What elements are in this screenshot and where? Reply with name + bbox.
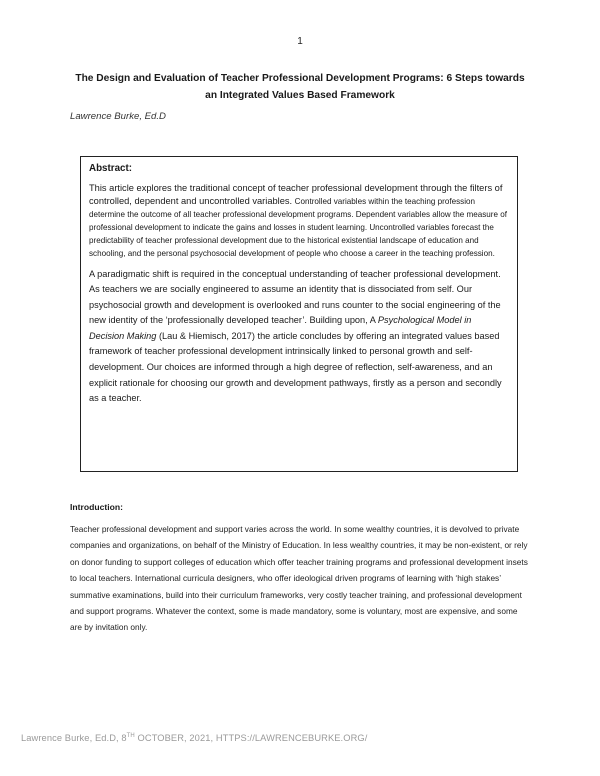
abstract-heading: Abstract: [89,163,133,174]
abstract-paragraph-1 [89,182,508,260]
abstract-box [80,156,518,472]
footer-author-date: Lawrence Burke, Ed.D, 8 [21,733,127,743]
page-footer [21,733,367,743]
page-number: 1 [297,36,303,47]
author-line: Lawrence Burke, Ed.D [70,111,166,122]
abstract-p2-citation-title: Psychological Model in Decision Making [89,315,472,341]
abstract-p2-after: (Lau & Hiemisch, 2017) the article concludes by offering an integrated values based framework of teacher professional development intrinsically linked to personal growth and self-development. Our choices are informed through a high degree of reflection, self-awareness, and an explicit rationale for choosing our growth and development pathways, firstly as a person and secondly as a teacher. [89,330,502,404]
abstract-p1-rest: Controlled variables within the teaching profession determine the outcome of all teacher professional development programs. Dependent variables allow the measure of professional development to indicate the gains and losses in student learning. Uncontrolled variables forecast the predictability of teacher professional development due to the historical existential landscape of education and schooling, and the personal psychosocial development of people who choose a career in the teaching profession. [89,196,507,258]
abstract-paragraph-2 [89,267,508,407]
introduction-body: Teacher professional development and support varies across the world. In some wealthy countries, it is devolved to private companies and organizations, on behalf of the Ministry of Education. In less wealthy countries, it may be non-existent, or rely on donor funding to support colleges of education which offer teacher training programs and professional development insets to local teachers. International curricula designers, who offer ideological driven programs of learning with ‘high stakes’ summative examinations, build into their curriculum frameworks, very costly teacher training, and professional development and support programs. Whatever the context, some is made mandatory, some is voluntary, most are expensive, and some are by invitation only. [70,524,528,633]
abstract-p1-lead: This article explores the traditional concept of teacher professional development through the filters of controlled, dependent and uncontrolled variables. [89,183,503,206]
abstract-p2-before: A paradigmatic shift is required in the conceptual understanding of teacher professional development. As teachers we are socially engineered to assume an identity that is dissociated from self. Our psychosocial growth and development is overlooked and runs counter to the social engineering of the new identity of the ‘professionally developed teacher’. Building upon, A [89,268,501,326]
footer-date-url: OCTOBER, 2021, HTTPS://LAWRENCEBURKE.ORG/ [134,733,368,743]
title-line-2: an Integrated Values Based Framework [205,90,395,101]
paper-title [70,70,530,104]
title-line-1: The Design and Evaluation of Teacher Professional Development Programs: 6 Steps towards [75,73,525,84]
footer-ordinal-suffix: TH [126,732,135,739]
introduction-heading: Introduction: [70,502,123,512]
